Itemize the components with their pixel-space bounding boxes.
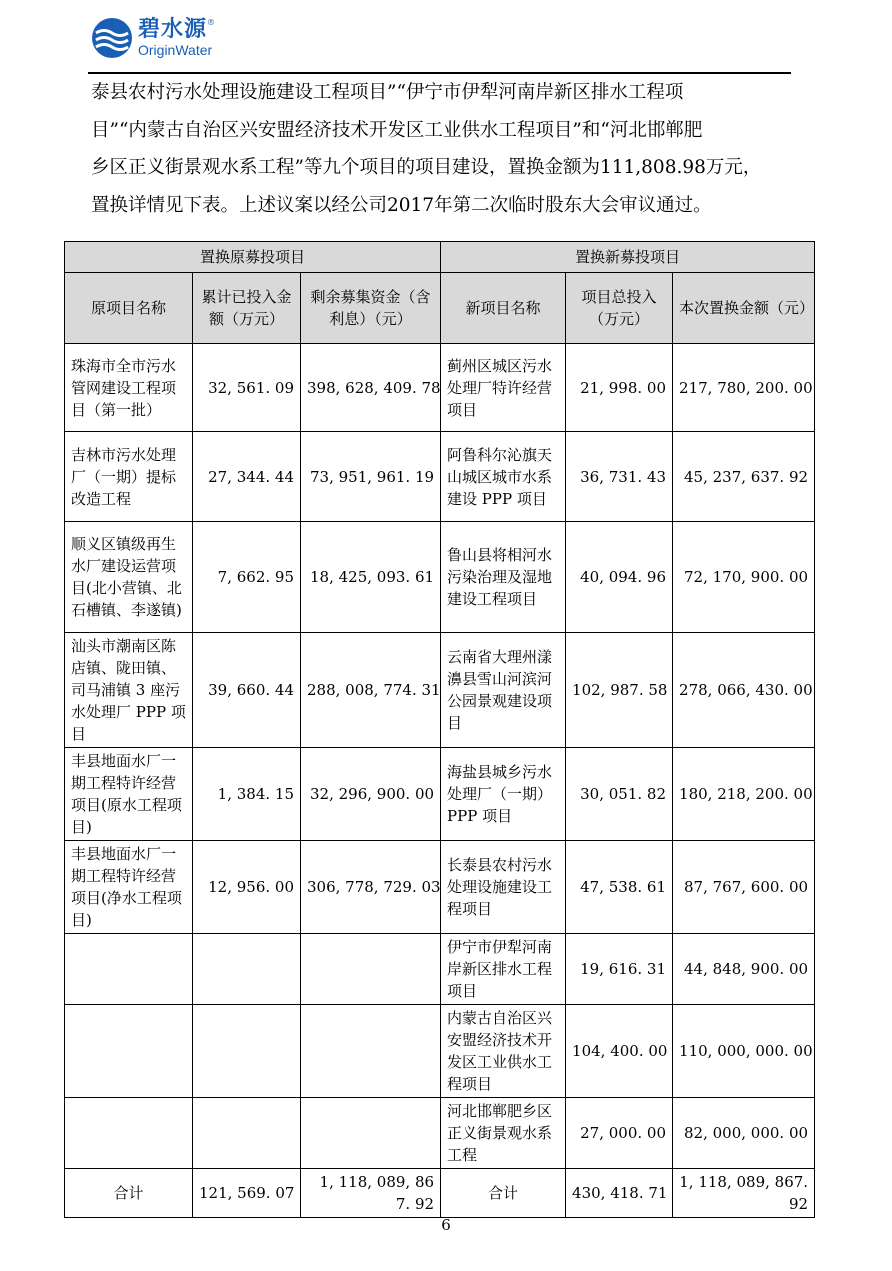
paragraph-line: 乡区正义街景观水系工程”等九个项目的项目建设，置换金额为111,808.98万元， — [91, 157, 762, 178]
table-cell: 110, 000, 000. 00 — [673, 1005, 815, 1098]
table-cell — [193, 1098, 301, 1169]
paragraph-line: 泰县农村污水处理设施建设工程项目”“伊宁市伊犁河南岸新区排水工程项 — [91, 82, 684, 103]
table-cell: 27, 344. 44 — [193, 432, 301, 522]
table-cell: 217, 780, 200. 00 — [673, 344, 815, 432]
table-cell: 44, 848, 900. 00 — [673, 934, 815, 1005]
paragraph-line: 置换详情见下表。上述议案以经公司2017年第二次临时股东大会审议通过。 — [91, 194, 712, 216]
table-cell: 102, 987. 58 — [566, 633, 673, 748]
table-cell: 丰县地面水厂一期工程特许经营项目(净水工程项目) — [65, 841, 193, 934]
total-cell: 121, 569. 07 — [193, 1169, 301, 1218]
table-cell: 30, 051. 82 — [566, 748, 673, 841]
table-cell: 河北邯郸肥乡区正义街景观水系工程 — [441, 1098, 566, 1169]
table-cell: 19, 616. 31 — [566, 934, 673, 1005]
logo-english-name: OriginWater — [138, 42, 213, 58]
table-cell — [65, 1005, 193, 1098]
table-cell: 288, 008, 774. 31 — [301, 633, 441, 748]
total-cell: 430, 418. 71 — [566, 1169, 673, 1218]
table-cell: 1, 384. 15 — [193, 748, 301, 841]
table-cell: 39, 660. 44 — [193, 633, 301, 748]
table-cell: 87, 767, 600. 00 — [673, 841, 815, 934]
table-row — [65, 1098, 815, 1169]
table-cell: 伊宁市伊犁河南岸新区排水工程项目 — [441, 934, 566, 1005]
table-row — [65, 934, 815, 1005]
table-cell: 汕头市潮南区陈店镇、陇田镇、司马浦镇 3 座污水处理厂 PPP 项目 — [65, 633, 193, 748]
table-cell: 顺义区镇级再生水厂建设运营项目(北小营镇、北石槽镇、李遂镇) — [65, 522, 193, 633]
table-cell: 40, 094. 96 — [566, 522, 673, 633]
table-cell: 丰县地面水厂一期工程特许经营项目(原水工程项目) — [65, 748, 193, 841]
table-cell — [301, 1098, 441, 1169]
column-header: 新项目名称 — [441, 273, 566, 344]
table-row — [65, 748, 815, 841]
table-cell — [193, 1005, 301, 1098]
table-cell: 82, 000, 000. 00 — [673, 1098, 815, 1169]
table-row — [65, 633, 815, 748]
table-cell — [65, 1098, 193, 1169]
table-cell: 蓟州区城区污水处理厂特许经营项目 — [441, 344, 566, 432]
table-cell: 27, 000. 00 — [566, 1098, 673, 1169]
table-cell: 104, 400. 00 — [566, 1005, 673, 1098]
table-cell: 21, 998. 00 — [566, 344, 673, 432]
table-cell: 珠海市全市污水管网建设工程项目（第一批） — [65, 344, 193, 432]
table-total-row — [65, 1169, 815, 1218]
column-header: 累计已投入金额（万元） — [193, 273, 301, 344]
table-cell: 32, 296, 900. 00 — [301, 748, 441, 841]
table-cell: 306, 778, 729. 03 — [301, 841, 441, 934]
table-cell: 18, 425, 093. 61 — [301, 522, 441, 633]
table-cell: 45, 237, 637. 92 — [673, 432, 815, 522]
total-cell: 1, 118, 089, 867. 92 — [301, 1169, 441, 1218]
table-cell: 7, 662. 95 — [193, 522, 301, 633]
table-row — [65, 432, 815, 522]
paragraph-line: 目”“内蒙古自治区兴安盟经济技术开发区工业供水工程项目”和“河北邯郸肥 — [91, 119, 703, 141]
group-header-original: 置换原募投项目 — [65, 242, 441, 273]
column-header: 剩余募集资金（含利息）（元） — [301, 273, 441, 344]
replacement-table — [64, 241, 815, 1218]
table-cell: 278, 066, 430. 00 — [673, 633, 815, 748]
table-cell: 398, 628, 409. 78 — [301, 344, 441, 432]
page-number: 6 — [441, 1216, 451, 1234]
table-cell: 32, 561. 09 — [193, 344, 301, 432]
table-cell: 鲁山县将相河水污染治理及湿地建设工程项目 — [441, 522, 566, 633]
table-cell — [301, 1005, 441, 1098]
table-cell: 47, 538. 61 — [566, 841, 673, 934]
company-logo — [92, 18, 215, 58]
table-row — [65, 1005, 815, 1098]
table-row — [65, 522, 815, 633]
water-wave-logo-icon — [92, 18, 132, 58]
table-cell: 吉林市污水处理厂（一期）提标改造工程 — [65, 432, 193, 522]
table-cell — [65, 934, 193, 1005]
total-cell: 1, 118, 089, 867. 92 — [673, 1169, 815, 1218]
table-cell: 云南省大理州漾濞县雪山河滨河公园景观建设项目 — [441, 633, 566, 748]
table-row — [65, 841, 815, 934]
table-cell: 长泰县农村污水处理设施建设工程项目 — [441, 841, 566, 934]
column-header: 本次置换金额（元） — [673, 273, 815, 344]
table-cell — [301, 934, 441, 1005]
total-label: 合计 — [65, 1169, 193, 1218]
table-cell: 72, 170, 900. 00 — [673, 522, 815, 633]
column-header: 原项目名称 — [65, 273, 193, 344]
table-cell: 海盐县城乡污水处理厂（一期）PPP 项目 — [441, 748, 566, 841]
logo-chinese-name: 碧水源 — [138, 17, 208, 42]
body-paragraph — [91, 74, 795, 224]
table-cell: 73, 951, 961. 19 — [301, 432, 441, 522]
table-cell: 180, 218, 200. 00 — [673, 748, 815, 841]
table-cell: 12, 956. 00 — [193, 841, 301, 934]
table-cell — [193, 934, 301, 1005]
table-cell: 36, 731. 43 — [566, 432, 673, 522]
table-cell: 内蒙古自治区兴安盟经济技术开发区工业供水工程项目 — [441, 1005, 566, 1098]
total-label: 合计 — [441, 1169, 566, 1218]
table-cell: 阿鲁科尔沁旗天山城区城市水系建设 PPP 项目 — [441, 432, 566, 522]
table-row — [65, 344, 815, 432]
group-header-new: 置换新募投项目 — [441, 242, 815, 273]
column-header: 项目总投入（万元） — [566, 273, 673, 344]
logo-registered-mark: ® — [207, 18, 216, 27]
